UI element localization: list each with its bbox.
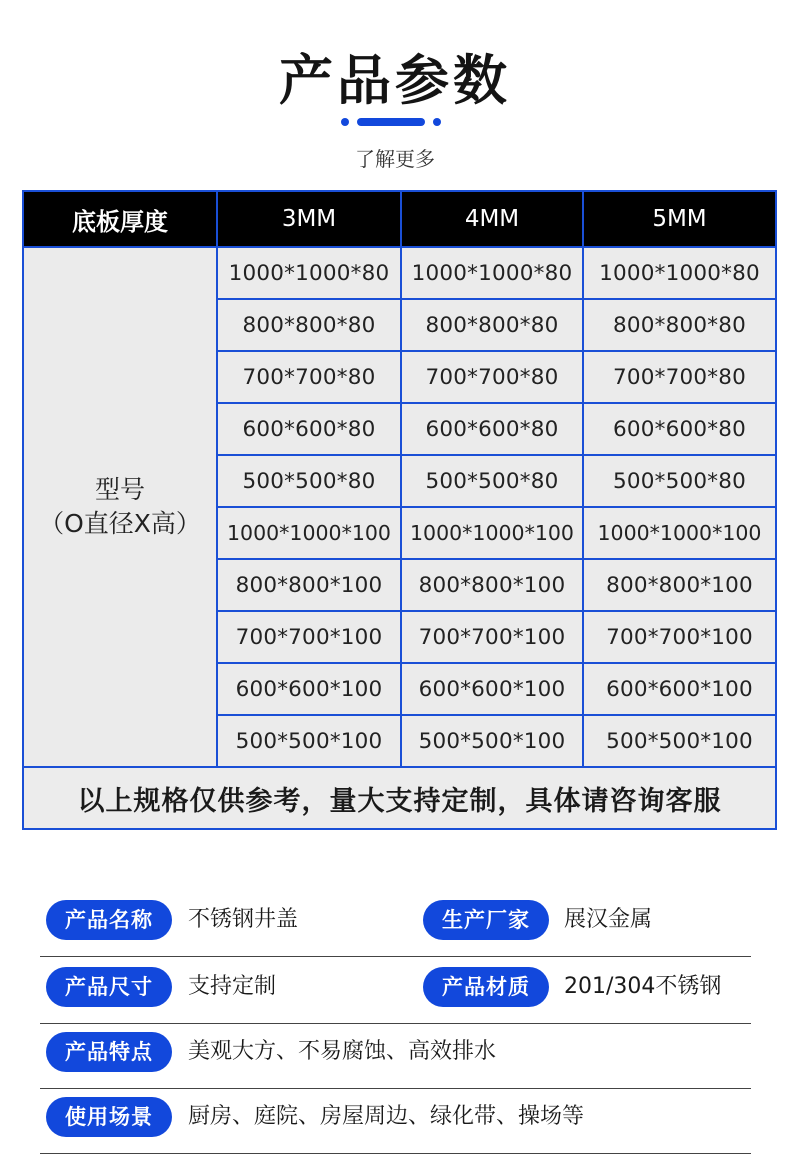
info-row-size-material (40, 957, 751, 1024)
table-cell: 600*600*100 (583, 663, 776, 715)
table-row (23, 247, 776, 299)
table-cell: 1000*1000*80 (401, 247, 583, 299)
table-cell: 600*600*100 (401, 663, 583, 715)
product-features-value: 美观大方、不易腐蚀、高效排水 (188, 1039, 497, 1064)
table-footer-note: 以上规格仅供参考，量大支持定制，具体请咨询客服 (23, 767, 776, 829)
table-cell: 1000*1000*100 (583, 507, 776, 559)
usage-scenarios-value: 厨房、庭院、房屋周边、绿化带、操场等 (188, 1104, 585, 1129)
table-cell: 1000*1000*80 (217, 247, 401, 299)
table-cell: 1000*1000*100 (401, 507, 583, 559)
table-cell: 700*700*80 (583, 351, 776, 403)
model-label-note: （O直径X高） (39, 509, 201, 538)
product-size-value: 支持定制 (188, 974, 277, 999)
table-cell: 600*600*80 (217, 403, 401, 455)
model-label-cell (23, 247, 217, 767)
page-title: 产品参数 (279, 49, 511, 112)
table-cell: 500*500*80 (401, 455, 583, 507)
learn-more-link[interactable]: 了解更多 (355, 147, 435, 171)
product-name-value: 不锈钢井盖 (188, 907, 299, 932)
table-cell: 1000*1000*100 (217, 507, 401, 559)
table-cell: 500*500*100 (401, 715, 583, 767)
table-cell: 500*500*100 (583, 715, 776, 767)
product-material-label: 产品材质 (423, 967, 549, 1007)
product-size-label: 产品尺寸 (46, 967, 172, 1007)
column-header-4mm: 4MM (401, 191, 583, 247)
table-cell: 800*800*100 (401, 559, 583, 611)
spec-table-header-row (23, 191, 776, 247)
table-cell: 700*700*80 (217, 351, 401, 403)
manufacturer-label: 生产厂家 (423, 900, 549, 940)
table-cell: 500*500*80 (583, 455, 776, 507)
table-cell: 800*800*80 (583, 299, 776, 351)
manufacturer-value: 展汉金属 (564, 907, 653, 932)
table-cell: 800*800*100 (583, 559, 776, 611)
table-cell: 800*800*80 (401, 299, 583, 351)
table-cell: 700*700*100 (583, 611, 776, 663)
table-cell: 1000*1000*80 (583, 247, 776, 299)
product-features-label: 产品特点 (46, 1032, 172, 1072)
table-cell: 500*500*100 (217, 715, 401, 767)
table-cell: 500*500*80 (217, 455, 401, 507)
product-name-label: 产品名称 (46, 900, 172, 940)
spec-table (22, 190, 777, 830)
table-cell: 700*700*100 (217, 611, 401, 663)
table-cell: 700*700*100 (401, 611, 583, 663)
info-row-usage (40, 1087, 751, 1154)
column-header-5mm: 5MM (583, 191, 776, 247)
table-cell: 600*600*80 (583, 403, 776, 455)
title-divider (341, 118, 441, 126)
table-cell: 800*800*100 (217, 559, 401, 611)
thickness-header: 底板厚度 (23, 191, 217, 247)
info-row-features (40, 1022, 751, 1089)
model-label: 型号 (94, 475, 145, 504)
divider-bar (357, 118, 425, 126)
table-cell: 800*800*80 (217, 299, 401, 351)
product-material-value: 201/304不锈钢 (564, 974, 722, 999)
divider-dot-left (341, 118, 349, 126)
table-cell: 600*600*80 (401, 403, 583, 455)
info-row-name-maker (40, 890, 751, 957)
usage-scenarios-label: 使用场景 (46, 1097, 172, 1137)
divider-dot-right (433, 118, 441, 126)
column-header-3mm: 3MM (217, 191, 401, 247)
table-cell: 600*600*100 (217, 663, 401, 715)
table-footer-row (23, 767, 776, 829)
table-cell: 700*700*80 (401, 351, 583, 403)
